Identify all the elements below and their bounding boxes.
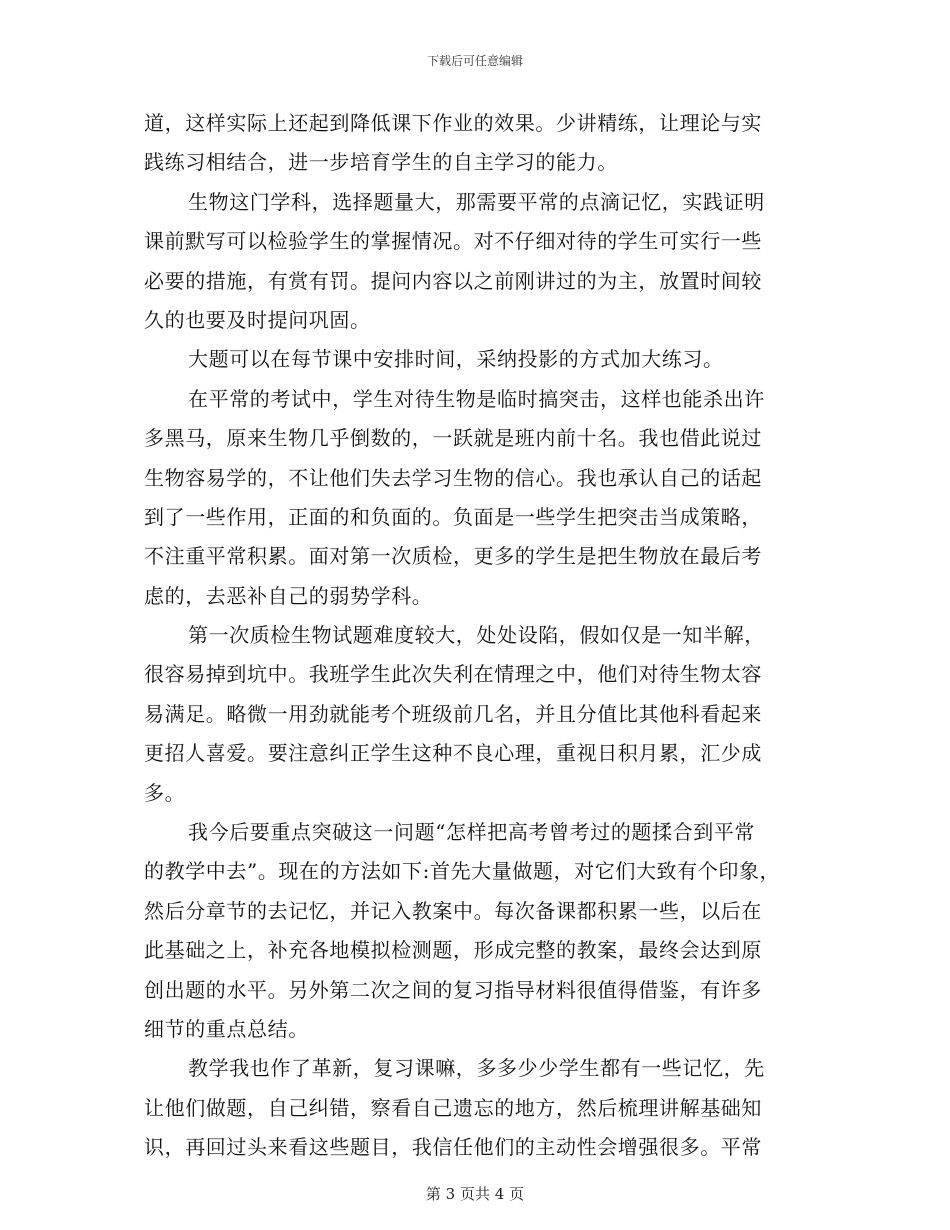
text-line: 然后分章节的去记忆，并记入教案中。每次备课都积累一些，以后在 [144,898,762,923]
page-header: 下载后可任意编辑 [426,54,523,68]
text-line: 的教学中去”。现在的方法如下:首先大量做题，对它们大致有个印象， [144,859,781,884]
text-line: 到了一些作用，正面的和负面的。负面是一些学生把突击当成策略， [144,504,762,529]
text-line: 此基础之上，补充各地模拟检测题，形成完整的教案，最终会达到原 [144,938,762,963]
text-line: 多。 [144,780,186,805]
text-line: 很容易掉到坑中。我班学生此次失利在情理之中，他们对待生物太容 [144,662,762,687]
text-line: 必要的措施，有赏有罚。提问内容以之前刚讲过的为主，放置时间较 [144,268,762,293]
text-line: 让他们做题，自己纠错，察看自己遗忘的地方，然后梳理讲解基础知 [144,1095,762,1120]
text-line: 道，这样实际上还起到降低课下作业的效果。少讲精练，让理论与实 [144,111,762,135]
text-line: 虑的，去恶补自己的弱势学科。 [144,583,433,608]
text-line: 践练习相结合，进一步培育学生的自主学习的能力。 [144,150,618,175]
text-line: 易满足。略微一用劲就能考个班级前几名，并且分值比其他科看起来 [144,701,762,726]
text-line: 创出题的水平。另外第二次之间的复习指导材料很值得借鉴，有许多 [144,977,762,1002]
text-line: 生物这门学科，选择题量大，那需要平常的点滴记忆，实践证明 [188,189,765,214]
text-line: 识，再回过头来看这些题目，我信任他们的主动性会增强很多。平常 [144,1135,762,1160]
text-line: 在平常的考试中，学生对待生物是临时搞突击，这样也能杀出许 [188,386,765,411]
text-line: 不注重平常积累。面对第一次质检，更多的学生是把生物放在最后考 [144,544,762,569]
text-line: 生物容易学的，不让他们失去学习生物的信心。我也承认自己的话起 [144,465,762,490]
text-line: 久的也要及时提问巩固。 [144,307,371,332]
text-line: 第一次质检生物试题难度较大，处处设陷，假如仅是一知半解， [188,623,765,648]
text-line: 多黑马，原来生物几乎倒数的，一跃就是班内前十名。我也借此说过 [144,426,762,451]
text-line: 细节的重点总结。 [144,1016,309,1041]
text-line: 大题可以在每节课中安排时间，采纳投影的方式加大练习。 [188,347,724,372]
text-line: 我今后要重点突破这一问题“怎样把高考曾考过的题揉合到平常 [188,820,756,845]
document-body [144,104,799,1168]
text-line: 课前默写可以检验学生的掌握情况。对不仔细对待的学生可实行一些 [144,229,762,254]
text-line: 更招人喜爱。要注意纠正学生这种不良心理，重视日积月累，汇少成 [144,741,762,766]
page-number-footer: 第 3 页共 4 页 [425,1185,525,1203]
text-line: 教学我也作了革新，复习课嘛，多多少少学生都有一些记忆，先 [188,1056,765,1081]
